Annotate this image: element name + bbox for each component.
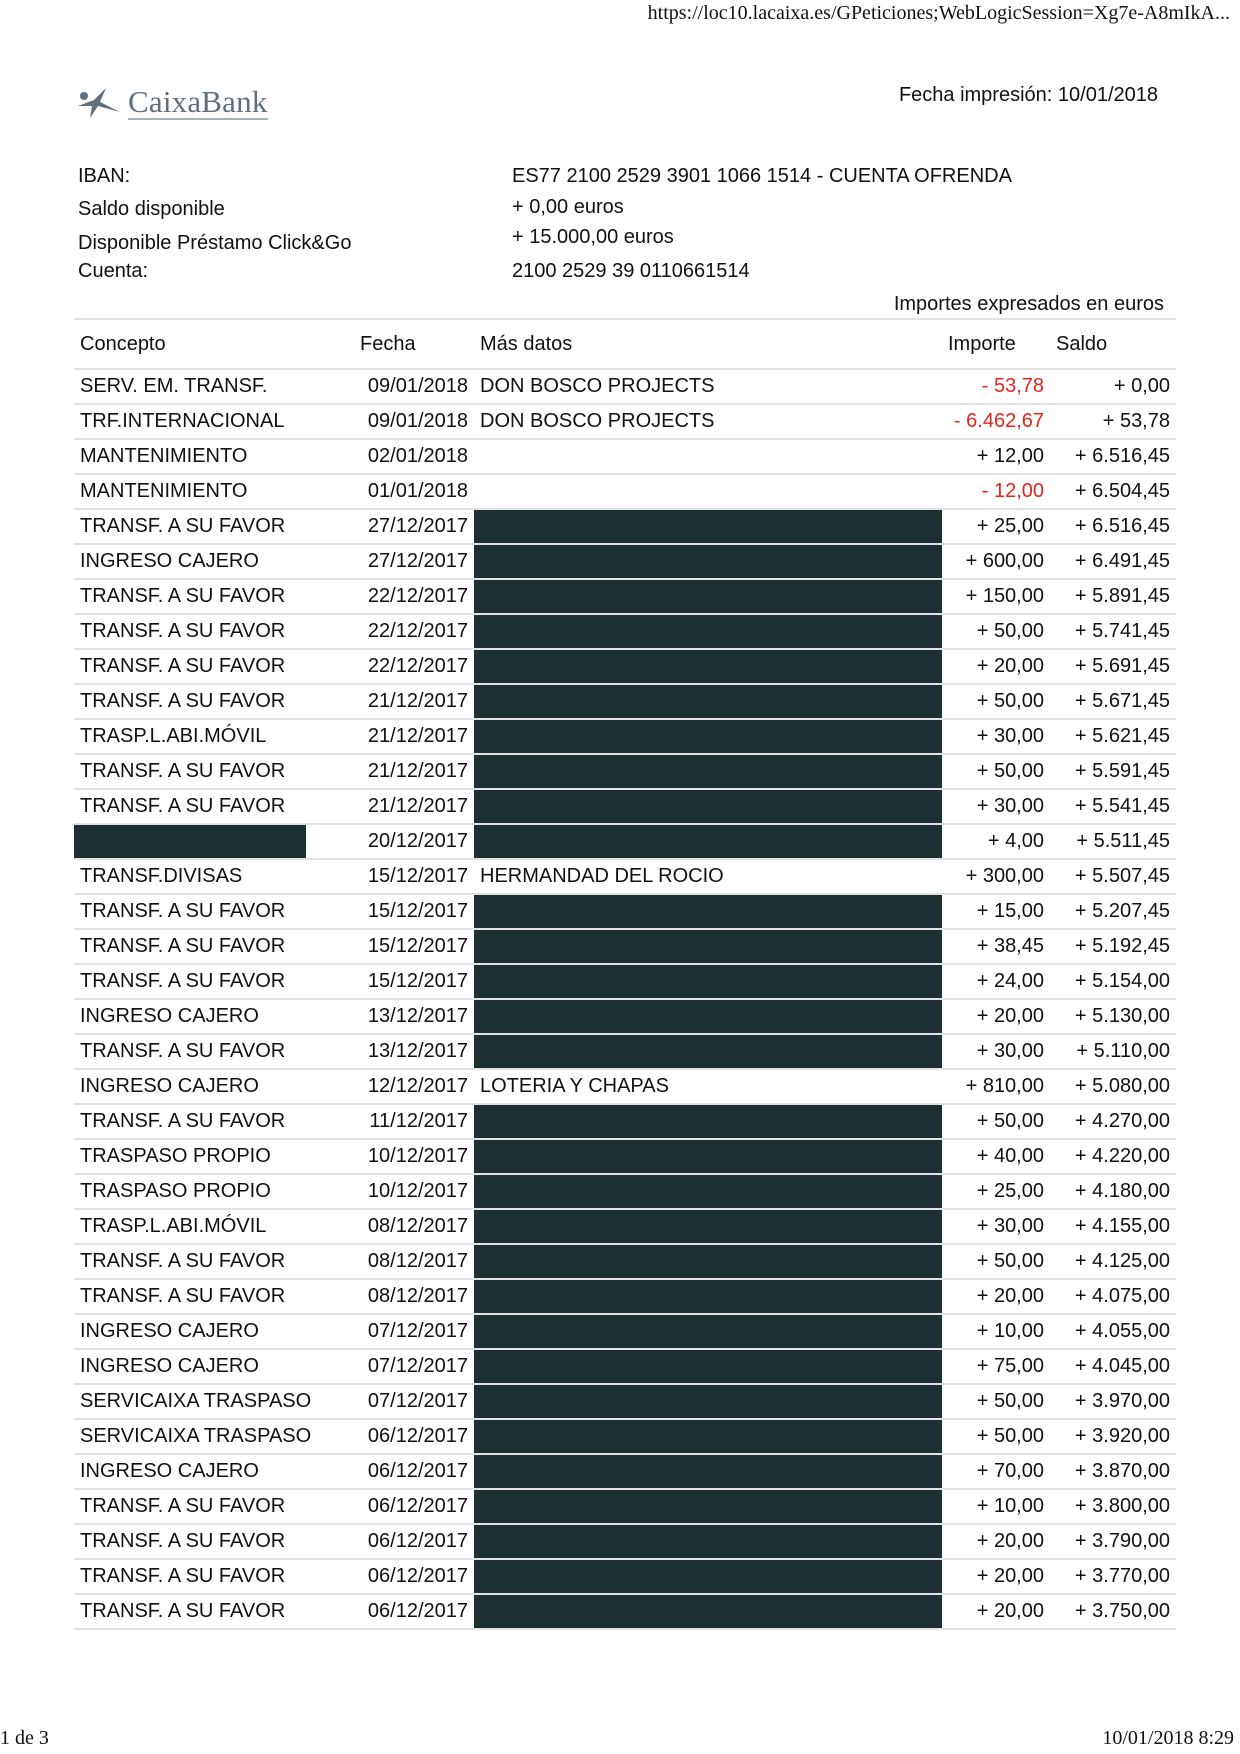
cell-concepto: TRANSF. A SU FAVOR — [74, 1594, 354, 1629]
cell-importe: + 25,00 — [942, 1174, 1050, 1209]
cell-mas-datos — [474, 1419, 942, 1454]
iban-label: IBAN: — [78, 165, 131, 187]
table-row — [74, 1279, 1176, 1314]
table-row — [74, 1209, 1176, 1244]
cell-concepto: INGRESO CAJERO — [74, 1314, 354, 1349]
caixabank-star-icon — [76, 86, 122, 120]
cell-concepto: INGRESO CAJERO — [74, 1349, 354, 1384]
cell-fecha: 08/12/2017 — [354, 1209, 474, 1244]
cell-importe: - 53,78 — [942, 369, 1050, 404]
cell-fecha: 07/12/2017 — [354, 1314, 474, 1349]
header-importe: Importe — [942, 319, 1050, 369]
cell-fecha: 06/12/2017 — [354, 1524, 474, 1559]
cell-importe: + 20,00 — [942, 1524, 1050, 1559]
cell-fecha: 21/12/2017 — [354, 754, 474, 789]
table-row — [74, 684, 1176, 719]
redaction-block — [474, 1280, 942, 1314]
header-saldo: Saldo — [1050, 319, 1176, 369]
table-row — [74, 1489, 1176, 1524]
cell-fecha: 15/12/2017 — [354, 964, 474, 999]
cell-mas-datos — [474, 1384, 942, 1419]
cell-concepto: INGRESO CAJERO — [74, 999, 354, 1034]
cell-fecha: 06/12/2017 — [354, 1419, 474, 1454]
cell-fecha: 21/12/2017 — [354, 684, 474, 719]
cell-concepto: TRANSF. A SU FAVOR — [74, 894, 354, 929]
cell-saldo: + 3.800,00 — [1050, 1489, 1176, 1524]
cell-concepto: TRANSF. A SU FAVOR — [74, 1559, 354, 1594]
redaction-block — [474, 1175, 942, 1209]
saldo-label: Saldo disponible — [78, 198, 225, 220]
table-row — [74, 1419, 1176, 1454]
cell-importe: + 50,00 — [942, 1244, 1050, 1279]
cell-fecha: 22/12/2017 — [354, 614, 474, 649]
page-indicator: 1 de 3 — [0, 1727, 49, 1749]
cell-fecha: 06/12/2017 — [354, 1454, 474, 1489]
table-row — [74, 1069, 1176, 1104]
cell-saldo: + 4.055,00 — [1050, 1314, 1176, 1349]
cell-mas-datos — [474, 1559, 942, 1594]
cell-saldo: + 3.770,00 — [1050, 1559, 1176, 1594]
table-row — [74, 1174, 1176, 1209]
redaction-block — [474, 510, 942, 544]
cell-concepto: INGRESO CAJERO — [74, 1454, 354, 1489]
redaction-block — [74, 825, 306, 859]
cell-saldo: + 4.155,00 — [1050, 1209, 1176, 1244]
print-datetime: 10/01/2018 8:29 — [1102, 1727, 1234, 1749]
cell-saldo: + 4.045,00 — [1050, 1349, 1176, 1384]
cell-fecha: 27/12/2017 — [354, 544, 474, 579]
cell-fecha: 02/01/2018 — [354, 439, 474, 474]
table-row — [74, 369, 1176, 404]
table-row — [74, 894, 1176, 929]
table-row — [74, 999, 1176, 1034]
cell-fecha: 15/12/2017 — [354, 929, 474, 964]
cell-importe: + 30,00 — [942, 719, 1050, 754]
redaction-block — [474, 615, 942, 649]
cell-mas-datos — [474, 929, 942, 964]
iban-value: ES77 2100 2529 3901 1066 1514 - CUENTA OFRENDA — [512, 165, 1012, 187]
cell-fecha: 01/01/2018 — [354, 474, 474, 509]
cell-concepto: TRANSF. A SU FAVOR — [74, 614, 354, 649]
cell-concepto: TRASPASO PROPIO — [74, 1174, 354, 1209]
cell-importe: + 50,00 — [942, 1104, 1050, 1139]
cell-fecha: 10/12/2017 — [354, 1174, 474, 1209]
cell-importe: + 38,45 — [942, 929, 1050, 964]
cell-saldo: + 4.125,00 — [1050, 1244, 1176, 1279]
cell-importe: + 30,00 — [942, 1034, 1050, 1069]
cell-importe: + 25,00 — [942, 509, 1050, 544]
cell-importe: + 30,00 — [942, 1209, 1050, 1244]
cell-mas-datos — [474, 684, 942, 719]
cell-saldo: + 5.511,45 — [1050, 824, 1176, 859]
table-row — [74, 1349, 1176, 1384]
table-row — [74, 404, 1176, 439]
table-row — [74, 789, 1176, 824]
redaction-block — [474, 1350, 942, 1384]
cell-concepto: TRANSF. A SU FAVOR — [74, 929, 354, 964]
table-row — [74, 859, 1176, 894]
redaction-block — [474, 1560, 942, 1594]
cell-fecha: 13/12/2017 — [354, 1034, 474, 1069]
table-row — [74, 1384, 1176, 1419]
redaction-block — [474, 965, 942, 999]
caixabank-logo — [76, 86, 268, 120]
cell-mas-datos — [474, 1244, 942, 1279]
cell-importe: + 20,00 — [942, 1559, 1050, 1594]
cell-concepto — [74, 824, 354, 859]
cell-saldo: + 4.270,00 — [1050, 1104, 1176, 1139]
cell-saldo: + 6.516,45 — [1050, 509, 1176, 544]
cell-saldo: + 5.192,45 — [1050, 929, 1176, 964]
cell-concepto: TRANSF. A SU FAVOR — [74, 1489, 354, 1524]
cell-fecha: 09/01/2018 — [354, 369, 474, 404]
cell-concepto: INGRESO CAJERO — [74, 544, 354, 579]
cell-concepto: TRANSF. A SU FAVOR — [74, 1279, 354, 1314]
redaction-block — [474, 1455, 942, 1489]
cell-concepto: TRANSF. A SU FAVOR — [74, 684, 354, 719]
cell-importe: - 12,00 — [942, 474, 1050, 509]
cell-fecha: 13/12/2017 — [354, 999, 474, 1034]
cell-fecha: 07/12/2017 — [354, 1384, 474, 1419]
cell-mas-datos: LOTERIA Y CHAPAS — [474, 1069, 942, 1104]
table-row — [74, 439, 1176, 474]
cell-saldo: + 5.891,45 — [1050, 579, 1176, 614]
cell-concepto: TRANSF. A SU FAVOR — [74, 579, 354, 614]
cell-concepto: SERVICAIXA TRASPASO — [74, 1384, 354, 1419]
cell-concepto: TRF.INTERNACIONAL — [74, 404, 354, 439]
cell-mas-datos — [474, 1454, 942, 1489]
table-row — [74, 1559, 1176, 1594]
cell-fecha: 11/12/2017 — [354, 1104, 474, 1139]
cell-mas-datos — [474, 1314, 942, 1349]
cell-concepto: TRANSF. A SU FAVOR — [74, 754, 354, 789]
cell-importe: + 10,00 — [942, 1489, 1050, 1524]
cell-fecha: 08/12/2017 — [354, 1279, 474, 1314]
redaction-block — [474, 1210, 942, 1244]
cell-mas-datos — [474, 579, 942, 614]
cell-mas-datos — [474, 1279, 942, 1314]
table-row — [74, 719, 1176, 754]
cell-mas-datos — [474, 1349, 942, 1384]
redaction-block — [474, 1595, 942, 1629]
cell-importe: + 20,00 — [942, 999, 1050, 1034]
cell-mas-datos — [474, 509, 942, 544]
cell-saldo: + 5.207,45 — [1050, 894, 1176, 929]
cell-mas-datos — [474, 544, 942, 579]
cell-importe: + 50,00 — [942, 684, 1050, 719]
cell-mas-datos: DON BOSCO PROJECTS — [474, 369, 942, 404]
cell-mas-datos: DON BOSCO PROJECTS — [474, 404, 942, 439]
header-fecha: Fecha — [354, 319, 474, 369]
cell-fecha: 06/12/2017 — [354, 1559, 474, 1594]
cell-mas-datos — [474, 614, 942, 649]
cell-saldo: + 5.621,45 — [1050, 719, 1176, 754]
print-date: Fecha impresión: 10/01/2018 — [898, 84, 1158, 106]
redaction-block — [474, 825, 942, 859]
cell-saldo: + 5.154,00 — [1050, 964, 1176, 999]
cell-importe: + 50,00 — [942, 1384, 1050, 1419]
cuenta-label: Cuenta: — [78, 260, 149, 282]
cell-importe: + 75,00 — [942, 1349, 1050, 1384]
redaction-block — [474, 790, 942, 824]
cell-fecha: 15/12/2017 — [354, 859, 474, 894]
cell-mas-datos — [474, 754, 942, 789]
cell-concepto: TRANSF.DIVISAS — [74, 859, 354, 894]
cell-importe: + 50,00 — [942, 1419, 1050, 1454]
cell-importe: + 10,00 — [942, 1314, 1050, 1349]
cell-saldo: + 6.504,45 — [1050, 474, 1176, 509]
cell-saldo: + 3.870,00 — [1050, 1454, 1176, 1489]
cell-saldo: + 5.080,00 — [1050, 1069, 1176, 1104]
cell-saldo: + 3.920,00 — [1050, 1419, 1176, 1454]
cell-fecha: 08/12/2017 — [354, 1244, 474, 1279]
movements-table — [74, 318, 1176, 1630]
cell-saldo: + 6.491,45 — [1050, 544, 1176, 579]
cell-importe: + 24,00 — [942, 964, 1050, 999]
table-row — [74, 544, 1176, 579]
cell-mas-datos — [474, 1489, 942, 1524]
redaction-block — [474, 1000, 942, 1034]
table-row — [74, 649, 1176, 684]
cell-concepto: TRANSF. A SU FAVOR — [74, 1244, 354, 1279]
cell-saldo: + 5.507,45 — [1050, 859, 1176, 894]
cell-saldo: + 53,78 — [1050, 404, 1176, 439]
cell-fecha: 10/12/2017 — [354, 1139, 474, 1174]
cell-fecha: 06/12/2017 — [354, 1489, 474, 1524]
cell-concepto: MANTENIMIENTO — [74, 474, 354, 509]
header-mas-datos: Más datos — [474, 319, 942, 369]
cell-concepto: TRANSF. A SU FAVOR — [74, 509, 354, 544]
cell-saldo: + 6.516,45 — [1050, 439, 1176, 474]
cell-mas-datos — [474, 719, 942, 754]
cell-concepto: INGRESO CAJERO — [74, 1069, 354, 1104]
prestamo-label: Disponible Préstamo Click&Go — [78, 232, 352, 254]
header-concepto: Concepto — [74, 319, 354, 369]
cuenta-value: 2100 2529 39 0110661514 — [512, 260, 750, 282]
cell-fecha: 06/12/2017 — [354, 1594, 474, 1629]
table-row — [74, 964, 1176, 999]
table-row — [74, 614, 1176, 649]
table-row — [74, 1524, 1176, 1559]
cell-saldo: + 4.180,00 — [1050, 1174, 1176, 1209]
table-row — [74, 1139, 1176, 1174]
cell-importe: + 20,00 — [942, 649, 1050, 684]
cell-importe: + 15,00 — [942, 894, 1050, 929]
cell-mas-datos — [474, 964, 942, 999]
redaction-block — [474, 685, 942, 719]
table-row — [74, 1454, 1176, 1489]
cell-mas-datos — [474, 1034, 942, 1069]
cell-saldo: + 5.130,00 — [1050, 999, 1176, 1034]
cell-mas-datos — [474, 649, 942, 684]
cell-importe: + 50,00 — [942, 754, 1050, 789]
cell-importe: - 6.462,67 — [942, 404, 1050, 439]
cell-saldo: + 3.970,00 — [1050, 1384, 1176, 1419]
cell-importe: + 20,00 — [942, 1279, 1050, 1314]
cell-importe: + 12,00 — [942, 439, 1050, 474]
cell-importe: + 810,00 — [942, 1069, 1050, 1104]
cell-mas-datos — [474, 1139, 942, 1174]
cell-mas-datos: HERMANDAD DEL ROCIO — [474, 859, 942, 894]
table-row — [74, 1314, 1176, 1349]
table-row — [74, 824, 1176, 859]
cell-fecha: 21/12/2017 — [354, 789, 474, 824]
table-row — [74, 1104, 1176, 1139]
redaction-block — [474, 895, 942, 929]
cell-fecha: 15/12/2017 — [354, 894, 474, 929]
table-row — [74, 474, 1176, 509]
cell-fecha: 20/12/2017 — [354, 824, 474, 859]
redaction-block — [474, 1315, 942, 1349]
cell-mas-datos — [474, 474, 942, 509]
table-row — [74, 1244, 1176, 1279]
redaction-block — [474, 1140, 942, 1174]
cell-mas-datos — [474, 1174, 942, 1209]
cell-fecha: 12/12/2017 — [354, 1069, 474, 1104]
cell-mas-datos — [474, 1594, 942, 1629]
saldo-value: + 0,00 euros — [512, 196, 624, 218]
cell-concepto: TRASPASO PROPIO — [74, 1139, 354, 1174]
cell-saldo: + 5.671,45 — [1050, 684, 1176, 719]
cell-saldo: + 5.591,45 — [1050, 754, 1176, 789]
redaction-block — [474, 1490, 942, 1524]
table-header-row — [74, 319, 1176, 369]
redaction-block — [474, 1245, 942, 1279]
cell-mas-datos — [474, 1104, 942, 1139]
table-row — [74, 1594, 1176, 1629]
cell-concepto: SERV. EM. TRANSF. — [74, 369, 354, 404]
redaction-block — [474, 755, 942, 789]
cell-concepto: TRANSF. A SU FAVOR — [74, 1524, 354, 1559]
cell-concepto: TRASP.L.ABI.MÓVIL — [74, 1209, 354, 1244]
cell-saldo: + 3.790,00 — [1050, 1524, 1176, 1559]
cell-saldo: + 4.075,00 — [1050, 1279, 1176, 1314]
cell-importe: + 600,00 — [942, 544, 1050, 579]
cell-fecha: 07/12/2017 — [354, 1349, 474, 1384]
cell-importe: + 4,00 — [942, 824, 1050, 859]
cell-mas-datos — [474, 1209, 942, 1244]
redaction-block — [474, 580, 942, 614]
cell-fecha: 22/12/2017 — [354, 649, 474, 684]
table-row — [74, 929, 1176, 964]
cell-fecha: 27/12/2017 — [354, 509, 474, 544]
cell-saldo: + 5.541,45 — [1050, 789, 1176, 824]
cell-saldo: + 4.220,00 — [1050, 1139, 1176, 1174]
cell-mas-datos — [474, 1524, 942, 1559]
prestamo-value: + 15.000,00 euros — [512, 226, 674, 248]
cell-importe: + 20,00 — [942, 1594, 1050, 1629]
redaction-block — [474, 1525, 942, 1559]
cell-saldo: + 3.750,00 — [1050, 1594, 1176, 1629]
cell-saldo: + 5.741,45 — [1050, 614, 1176, 649]
cell-concepto: MANTENIMIENTO — [74, 439, 354, 474]
cell-concepto: TRANSF. A SU FAVOR — [74, 1034, 354, 1069]
cell-concepto: TRANSF. A SU FAVOR — [74, 964, 354, 999]
redaction-block — [474, 1105, 942, 1139]
table-row — [74, 509, 1176, 544]
cell-fecha: 22/12/2017 — [354, 579, 474, 614]
cell-importe: + 150,00 — [942, 579, 1050, 614]
cell-concepto: TRANSF. A SU FAVOR — [74, 1104, 354, 1139]
cell-saldo: + 5.691,45 — [1050, 649, 1176, 684]
logo-text: CaixaBank — [128, 84, 268, 119]
cell-concepto: TRASP.L.ABI.MÓVIL — [74, 719, 354, 754]
cell-mas-datos — [474, 789, 942, 824]
cell-fecha: 09/01/2018 — [354, 404, 474, 439]
cell-mas-datos — [474, 894, 942, 929]
cell-fecha: 21/12/2017 — [354, 719, 474, 754]
cell-concepto: SERVICAIXA TRASPASO — [74, 1419, 354, 1454]
redaction-block — [474, 930, 942, 964]
cell-importe: + 30,00 — [942, 789, 1050, 824]
browser-url: https://loc10.lacaixa.es/GPeticiones;WebLogicSession=Xg7e-A8mIkA... — [647, 2, 1230, 24]
redaction-block — [474, 650, 942, 684]
cell-importe: + 300,00 — [942, 859, 1050, 894]
cell-saldo: + 5.110,00 — [1050, 1034, 1176, 1069]
redaction-block — [474, 545, 942, 579]
cell-concepto: TRANSF. A SU FAVOR — [74, 789, 354, 824]
importes-note: Importes expresados en euros — [893, 293, 1164, 315]
cell-importe: + 40,00 — [942, 1139, 1050, 1174]
cell-concepto: TRANSF. A SU FAVOR — [74, 649, 354, 684]
redaction-block — [474, 1420, 942, 1454]
redaction-block — [474, 1385, 942, 1419]
cell-importe: + 50,00 — [942, 614, 1050, 649]
table-row — [74, 579, 1176, 614]
table-row — [74, 1034, 1176, 1069]
cell-mas-datos — [474, 999, 942, 1034]
cell-saldo: + 0,00 — [1050, 369, 1176, 404]
cell-mas-datos — [474, 439, 942, 474]
redaction-block — [474, 720, 942, 754]
table-row — [74, 754, 1176, 789]
cell-mas-datos — [474, 824, 942, 859]
cell-importe: + 70,00 — [942, 1454, 1050, 1489]
redaction-block — [474, 1035, 942, 1069]
